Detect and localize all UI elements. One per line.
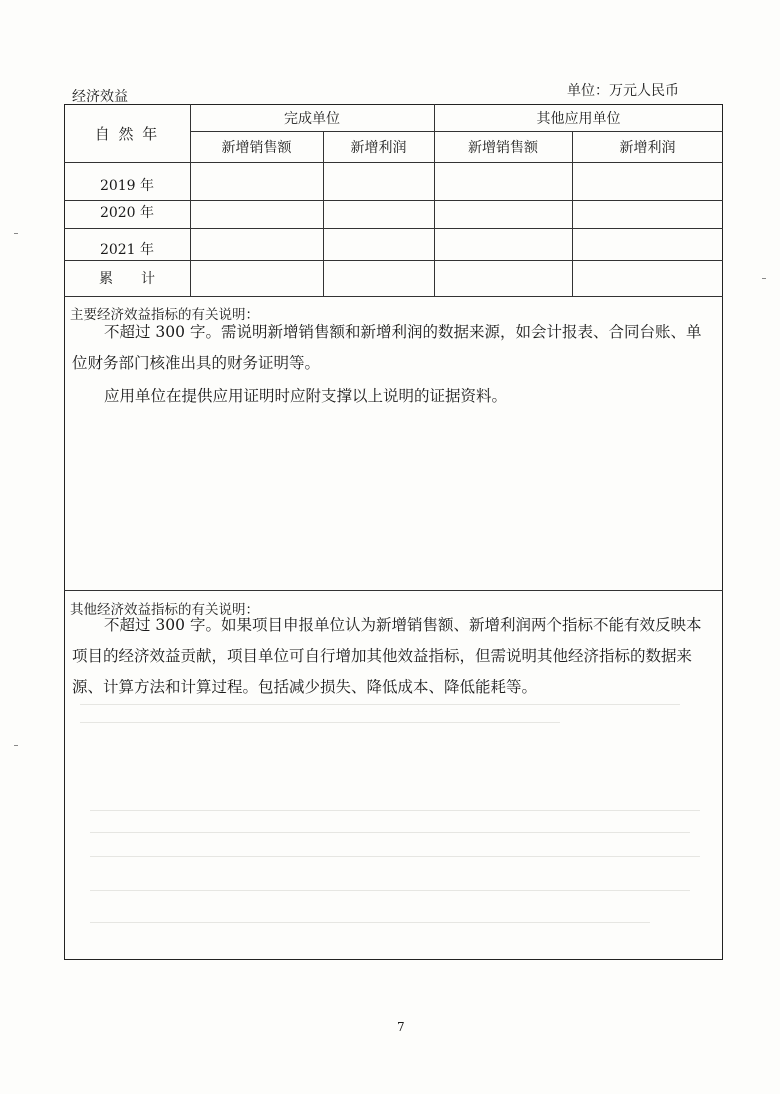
input-cell[interactable] bbox=[323, 260, 434, 296]
input-cell[interactable] bbox=[190, 260, 323, 296]
year-column-header: 自 然 年 bbox=[94, 124, 160, 143]
other-note-title: 其他经济效益指标的有关说明： bbox=[70, 602, 259, 618]
input-cell[interactable] bbox=[434, 228, 572, 260]
section-title: 经济效益 bbox=[72, 89, 128, 105]
input-cell[interactable] bbox=[323, 228, 434, 260]
margin-mark bbox=[762, 278, 766, 279]
column-header-sales: 新增销售额 bbox=[468, 139, 538, 156]
input-cell[interactable] bbox=[434, 200, 572, 228]
input-cell[interactable] bbox=[434, 260, 572, 296]
row-label-2021: 2021 年 bbox=[99, 242, 155, 258]
input-cell[interactable] bbox=[572, 200, 723, 228]
column-header-sales: 新增销售额 bbox=[221, 139, 292, 156]
column-header-profit: 新增利润 bbox=[619, 139, 676, 156]
other-note-line: 不超过 300 字。如果项目申报单位认为新增销售额、新增利润两个指标不能有效反映本 bbox=[104, 616, 702, 634]
main-note-line: 应用单位在提供应用证明时应附支撑以上说明的证据资料。 bbox=[104, 387, 508, 405]
margin-mark bbox=[14, 745, 18, 746]
other-note-line: 源、计算方法和计算过程。包括减少损失、降低成本、降低能耗等。 bbox=[72, 678, 538, 696]
group-header-other-units: 其他应用单位 bbox=[536, 110, 621, 127]
input-cell[interactable] bbox=[190, 162, 323, 200]
input-cell[interactable] bbox=[323, 200, 434, 228]
input-cell[interactable] bbox=[572, 260, 723, 296]
margin-mark bbox=[14, 233, 18, 234]
other-note-line: 项目的经济效益贡献，项目单位可自行增加其他效益指标，但需说明其他经济指标的数据来 bbox=[72, 647, 693, 665]
main-note-line: 不超过 300 字。需说明新增销售额和新增利润的数据来源，如会计报表、合同台账、单 bbox=[104, 323, 702, 341]
page-number: 7 bbox=[397, 1020, 405, 1034]
grid-line bbox=[64, 296, 723, 297]
input-cell[interactable] bbox=[572, 162, 723, 200]
group-header-completing-unit: 完成单位 bbox=[284, 110, 340, 127]
column-header-profit: 新增利润 bbox=[350, 139, 407, 156]
grid-line bbox=[64, 590, 723, 591]
main-note-line: 位财务部门核准出具的财务证明等。 bbox=[72, 354, 321, 372]
row-label-2019: 2019 年 bbox=[99, 178, 155, 194]
input-cell[interactable] bbox=[323, 162, 434, 200]
input-cell[interactable] bbox=[434, 162, 572, 200]
input-cell[interactable] bbox=[572, 228, 723, 260]
input-cell[interactable] bbox=[190, 228, 323, 260]
input-cell[interactable] bbox=[190, 200, 323, 228]
row-label-2020: 2020 年 bbox=[99, 205, 155, 221]
row-label-cumulative: 累 计 bbox=[99, 271, 155, 287]
unit-label: 单位：万元人民币 bbox=[567, 83, 679, 99]
main-note-title: 主要经济效益指标的有关说明： bbox=[70, 307, 259, 323]
